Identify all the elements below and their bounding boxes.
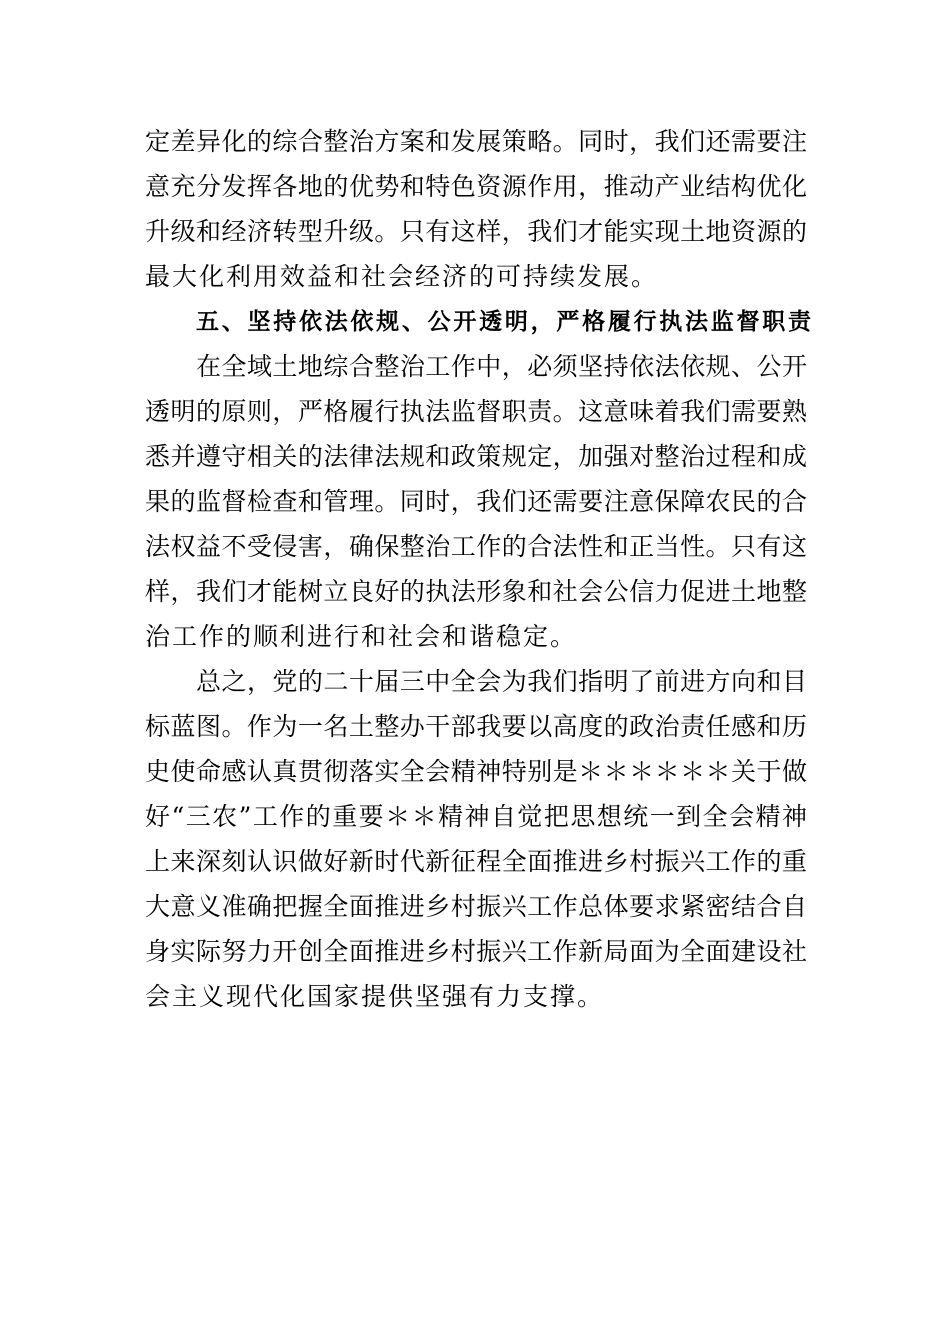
paragraph-line: 会主义现代化国家提供坚强有力支撑。: [145, 982, 605, 1011]
paragraph-line: 法权益不受侵害，确保整治工作的合法性和正当性。只有这: [145, 532, 807, 561]
paragraph-line: 定差异化的综合整治方案和发展策略。同时，我们还需要注: [145, 127, 807, 156]
paragraph-line: 大意义准确把握全面推进乡村振兴工作总体要求紧密结合自: [145, 892, 807, 921]
section-heading: 五、坚持依法依规、公开透明，严格履行执法监督职责: [196, 309, 811, 335]
paragraph-line: 史使命感认真贯彻落实全会精神特别是＊＊＊＊＊＊关于做: [145, 757, 807, 786]
paragraph-line: 总之，党的二十届三中全会为我们指明了前进方向和目: [196, 667, 807, 696]
paragraph-line: 治工作的顺利进行和社会和谐稳定。: [145, 622, 578, 651]
paragraph-line: 标蓝图。作为一名土整办干部我要以高度的政治责任感和历: [145, 712, 807, 741]
paragraph-line: 在全域土地综合整治工作中，必须坚持依法依规、公开: [196, 352, 807, 381]
paragraph-line: 最大化利用效益和社会经济的可持续发展。: [145, 262, 659, 291]
paragraph-line: 意充分发挥各地的优势和特色资源作用，推动产业结构优化: [145, 172, 807, 201]
paragraph-line: 升级和经济转型升级。只有这样，我们才能实现土地资源的: [145, 217, 807, 246]
paragraph-line: 好“三农”工作的重要＊＊精神自觉把思想统一到全会精神: [145, 802, 807, 831]
paragraph-line: 果的监督检查和管理。同时，我们还需要注意保障农民的合: [145, 487, 807, 516]
paragraph-line: 身实际努力开创全面推进乡村振兴工作新局面为全面建设社: [145, 937, 807, 966]
paragraph-line: 透明的原则，严格履行执法监督职责。这意味着我们需要熟: [145, 397, 807, 426]
paragraph-line: 样，我们才能树立良好的执法形象和社会公信力促进土地整: [145, 577, 807, 606]
paragraph-line: 上来深刻认识做好新时代新征程全面推进乡村振兴工作的重: [145, 847, 807, 876]
paragraph-line: 悉并遵守相关的法律法规和政策规定，加强对整治过程和成: [145, 442, 807, 471]
